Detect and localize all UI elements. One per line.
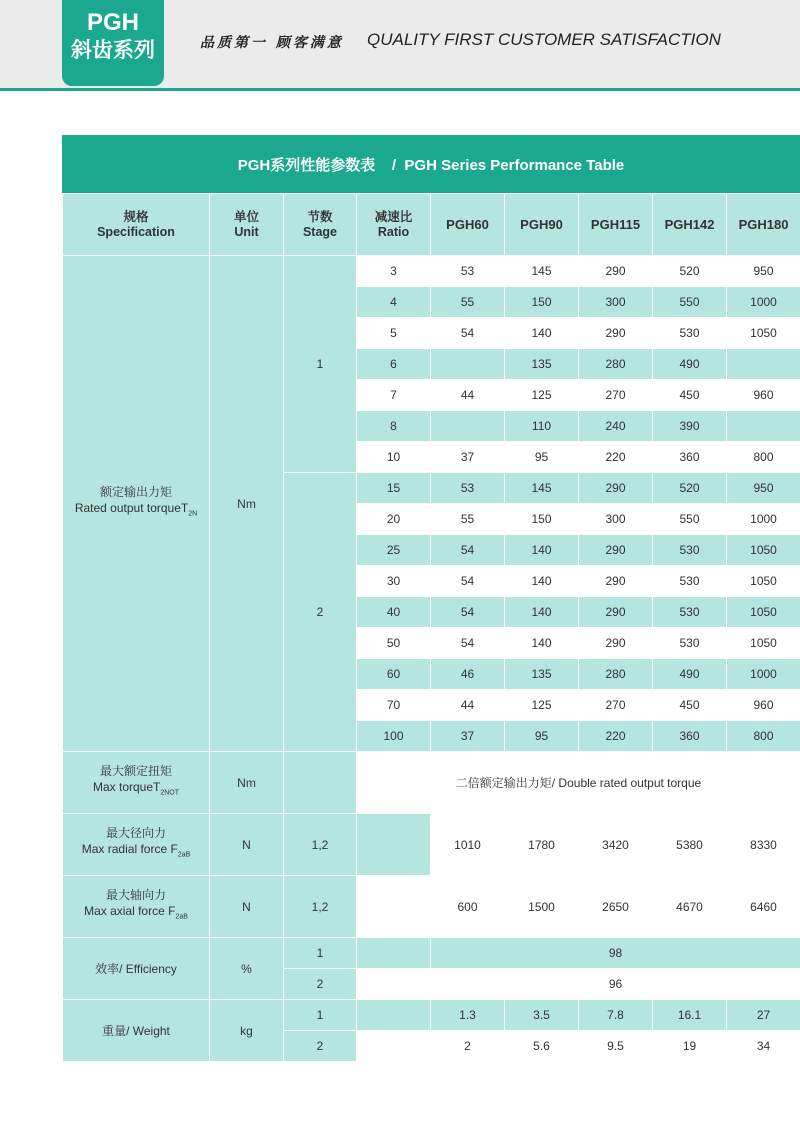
radial-force-value: 5380 <box>653 814 727 876</box>
header-spec-en: Specification <box>97 224 175 239</box>
radial-force-label <box>63 814 210 876</box>
torque-value: 125 <box>505 380 579 411</box>
ratio-value: 7 <box>357 380 431 411</box>
weight-value: 9.5 <box>579 1031 653 1062</box>
radial-force-value: 1010 <box>431 814 505 876</box>
torque-value: 140 <box>505 318 579 349</box>
radial-force-label-cn: 最大径向力 <box>105 826 166 841</box>
torque-value: 960 <box>727 690 800 721</box>
axial-force-label-en-text: Max axial force F <box>84 904 176 919</box>
axial-force-label-cn: 最大轴向力 <box>105 888 166 903</box>
weight-value: 19 <box>653 1031 727 1062</box>
radial-force-ratio <box>357 814 431 876</box>
torque-value: 270 <box>579 380 653 411</box>
efficiency-stage-2: 2 <box>284 969 357 1000</box>
header-model: PGH115 <box>579 194 653 256</box>
ratio-value: 3 <box>357 256 431 287</box>
torque-value <box>727 349 800 380</box>
weight-value: 2 <box>431 1031 505 1062</box>
table-header-row <box>63 194 800 256</box>
slogan-english: QUALITY FIRST CUSTOMER SATISFACTION <box>367 30 721 49</box>
header-unit-cn: 单位 <box>233 209 259 224</box>
torque-value: 54 <box>431 597 505 628</box>
weight-ratio-1 <box>357 1000 431 1031</box>
ratio-value: 10 <box>357 442 431 473</box>
torque-value: 950 <box>727 256 800 287</box>
ratio-value: 25 <box>357 535 431 566</box>
torque-value: 54 <box>431 628 505 659</box>
torque-value: 450 <box>653 380 727 411</box>
torque-value: 290 <box>579 628 653 659</box>
ratio-value: 15 <box>357 473 431 504</box>
torque-value: 53 <box>431 256 505 287</box>
ratio-value: 30 <box>357 566 431 597</box>
weight-value: 27 <box>727 1000 800 1031</box>
rated-torque-label-en <box>63 500 209 522</box>
torque-value: 1050 <box>727 318 800 349</box>
max-torque-label <box>63 752 210 814</box>
weight-unit: kg <box>210 1000 284 1062</box>
torque-value: 1050 <box>727 535 800 566</box>
torque-value: 300 <box>579 504 653 535</box>
radial-force-label-subscript: 2aB <box>177 851 191 859</box>
radial-force-row <box>63 814 800 876</box>
weight-value: 34 <box>727 1031 800 1062</box>
axial-force-value: 2650 <box>579 876 653 938</box>
radial-force-value: 8330 <box>727 814 800 876</box>
torque-value: 145 <box>505 256 579 287</box>
torque-value: 960 <box>727 380 800 411</box>
weight-value: 16.1 <box>653 1000 727 1031</box>
radial-force-label-en-text: Max radial force F <box>81 842 178 857</box>
torque-value: 530 <box>653 628 727 659</box>
radial-force-value: 1780 <box>505 814 579 876</box>
header-unit-en: Unit <box>234 224 259 239</box>
ratio-value: 5 <box>357 318 431 349</box>
max-torque-note: 二倍额定输出力矩/ Double rated output torque <box>357 752 800 814</box>
torque-value: 135 <box>505 659 579 690</box>
slogan-chinese: 品质第一 顾客满意 <box>200 35 344 51</box>
torque-value <box>431 349 505 380</box>
torque-value: 140 <box>505 535 579 566</box>
torque-value: 490 <box>653 659 727 690</box>
axial-force-value: 600 <box>431 876 505 938</box>
ratio-value: 6 <box>357 349 431 380</box>
torque-value: 55 <box>431 287 505 318</box>
torque-value: 290 <box>579 473 653 504</box>
table-body <box>63 194 800 1062</box>
logo-series-name: 斜齿系列 <box>71 39 155 62</box>
axial-force-value: 6460 <box>727 876 800 938</box>
torque-value: 280 <box>579 659 653 690</box>
torque-value: 37 <box>431 442 505 473</box>
torque-value: 280 <box>579 349 653 380</box>
weight-row-1 <box>63 1000 800 1031</box>
torque-value: 44 <box>431 380 505 411</box>
torque-value: 800 <box>727 442 800 473</box>
performance-table-container <box>62 135 800 1062</box>
torque-value: 54 <box>431 566 505 597</box>
torque-value: 150 <box>505 504 579 535</box>
weight-stage-1: 1 <box>284 1000 357 1031</box>
torque-value: 800 <box>727 721 800 752</box>
torque-value: 125 <box>505 690 579 721</box>
header-ratio <box>357 194 431 256</box>
torque-value: 53 <box>431 473 505 504</box>
torque-value: 1000 <box>727 287 800 318</box>
radial-force-value: 3420 <box>579 814 653 876</box>
torque-value: 290 <box>579 318 653 349</box>
table-title: PGH系列性能参数表 / PGH Series Performance Table <box>62 135 800 193</box>
torque-value: 290 <box>579 256 653 287</box>
header-spec-cn: 规格 <box>123 209 149 224</box>
ratio-value: 50 <box>357 628 431 659</box>
torque-value: 140 <box>505 628 579 659</box>
efficiency-value-2: 96 <box>431 969 800 1000</box>
max-torque-label-en-text: Max torqueT <box>92 780 161 795</box>
rated-torque-row <box>63 256 800 287</box>
torque-value: 950 <box>727 473 800 504</box>
max-torque-label-en <box>63 779 209 801</box>
torque-value: 530 <box>653 597 727 628</box>
header-stage <box>284 194 357 256</box>
radial-force-unit: N <box>210 814 284 876</box>
torque-value: 110 <box>505 411 579 442</box>
axial-force-label <box>63 876 210 938</box>
efficiency-unit: % <box>210 938 284 1000</box>
page-header <box>0 0 800 88</box>
max-torque-label-subscript: 2NOT <box>160 789 180 797</box>
torque-value: 360 <box>653 442 727 473</box>
axial-force-label-en <box>63 903 209 925</box>
torque-value: 300 <box>579 287 653 318</box>
torque-value: 150 <box>505 287 579 318</box>
header-spec <box>63 194 210 256</box>
axial-force-stage: 1,2 <box>284 876 357 938</box>
radial-force-stage: 1,2 <box>284 814 357 876</box>
efficiency-ratio-1 <box>357 938 431 969</box>
torque-value: 1050 <box>727 628 800 659</box>
weight-ratio-2 <box>357 1031 431 1062</box>
header-model: PGH60 <box>431 194 505 256</box>
stage-1: 1 <box>284 256 357 473</box>
efficiency-ratio-2 <box>357 969 431 1000</box>
torque-value: 55 <box>431 504 505 535</box>
logo-model: PGH <box>86 9 139 36</box>
axial-force-ratio <box>357 876 431 938</box>
weight-value: 5.6 <box>505 1031 579 1062</box>
efficiency-value-1: 98 <box>431 938 800 969</box>
rated-torque-label-subscript: 2N <box>188 510 198 518</box>
header-ratio-cn: 减速比 <box>374 209 413 224</box>
efficiency-stage-1: 1 <box>284 938 357 969</box>
torque-value: 520 <box>653 473 727 504</box>
torque-value: 270 <box>579 690 653 721</box>
series-logo <box>62 0 164 86</box>
ratio-value: 4 <box>357 287 431 318</box>
weight-value: 7.8 <box>579 1000 653 1031</box>
ratio-value: 40 <box>357 597 431 628</box>
torque-value: 360 <box>653 721 727 752</box>
torque-value: 390 <box>653 411 727 442</box>
torque-value: 135 <box>505 349 579 380</box>
rated-torque-label-cn: 额定输出力矩 <box>99 485 172 500</box>
weight-value: 3.5 <box>505 1000 579 1031</box>
torque-value: 1000 <box>727 659 800 690</box>
torque-value: 54 <box>431 535 505 566</box>
torque-value: 1000 <box>727 504 800 535</box>
torque-value <box>431 411 505 442</box>
torque-value: 530 <box>653 318 727 349</box>
max-torque-stage <box>284 752 357 814</box>
weight-label: 重量/ Weight <box>63 1000 210 1062</box>
rated-torque-unit: Nm <box>210 256 284 752</box>
torque-value: 490 <box>653 349 727 380</box>
torque-value: 220 <box>579 442 653 473</box>
torque-value: 95 <box>505 721 579 752</box>
torque-value: 450 <box>653 690 727 721</box>
max-torque-row <box>63 752 800 814</box>
ratio-value: 60 <box>357 659 431 690</box>
torque-value: 1050 <box>727 566 800 597</box>
torque-value: 550 <box>653 287 727 318</box>
torque-value: 240 <box>579 411 653 442</box>
torque-value: 220 <box>579 721 653 752</box>
ratio-value: 20 <box>357 504 431 535</box>
radial-force-label-en <box>63 841 209 863</box>
torque-value: 290 <box>579 597 653 628</box>
header-model: PGH90 <box>505 194 579 256</box>
stage-2: 2 <box>284 473 357 752</box>
torque-value: 145 <box>505 473 579 504</box>
torque-value: 530 <box>653 566 727 597</box>
torque-value <box>727 411 800 442</box>
torque-value: 290 <box>579 535 653 566</box>
max-torque-label-cn: 最大额定扭矩 <box>99 764 172 779</box>
torque-value: 54 <box>431 318 505 349</box>
torque-value: 140 <box>505 597 579 628</box>
torque-value: 46 <box>431 659 505 690</box>
header-ratio-en: Ratio <box>377 224 410 239</box>
torque-value: 520 <box>653 256 727 287</box>
efficiency-row-1 <box>63 938 800 969</box>
rated-torque-label <box>63 256 210 752</box>
torque-value: 44 <box>431 690 505 721</box>
axial-force-unit: N <box>210 876 284 938</box>
torque-value: 290 <box>579 566 653 597</box>
header-stage-cn: 节数 <box>307 209 333 224</box>
weight-value: 1.3 <box>431 1000 505 1031</box>
axial-force-value: 1500 <box>505 876 579 938</box>
torque-value: 95 <box>505 442 579 473</box>
ratio-value: 100 <box>357 721 431 752</box>
axial-force-value: 4670 <box>653 876 727 938</box>
torque-value: 140 <box>505 566 579 597</box>
header-model: PGH180 <box>727 194 800 256</box>
torque-value: 550 <box>653 504 727 535</box>
axial-force-label-subscript: 2aB <box>175 913 188 921</box>
max-torque-unit: Nm <box>210 752 284 814</box>
ratio-value: 8 <box>357 411 431 442</box>
torque-value: 1050 <box>727 597 800 628</box>
torque-value: 530 <box>653 535 727 566</box>
ratio-value: 70 <box>357 690 431 721</box>
header-unit <box>210 194 284 256</box>
performance-table <box>62 193 800 1062</box>
axial-force-row <box>63 876 800 938</box>
header-stage-en: Stage <box>302 224 338 239</box>
rated-torque-label-en-text: Rated output torqueT <box>74 501 189 516</box>
header-model: PGH142 <box>653 194 727 256</box>
header-divider <box>0 88 800 91</box>
torque-value: 37 <box>431 721 505 752</box>
weight-stage-2: 2 <box>284 1031 357 1062</box>
efficiency-label: 效率/ Efficiency <box>63 938 210 1000</box>
